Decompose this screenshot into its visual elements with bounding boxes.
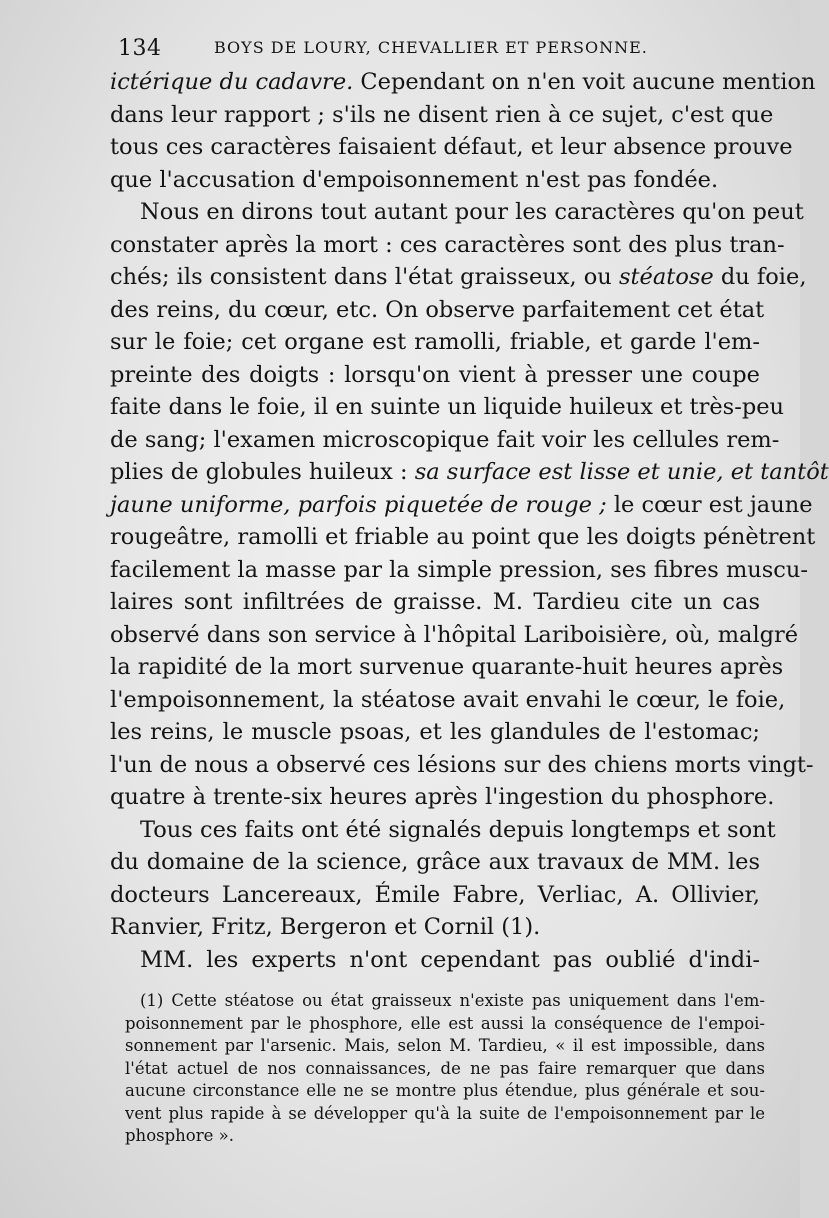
footnote <box>125 990 765 1148</box>
text-line: constater après la mort : ces caractères sont des plus tran- <box>110 231 785 258</box>
text-line: l'empoisonnement, la stéatose avait envahi le cœur, le foie, <box>110 686 786 713</box>
text-line: faite dans le foie, il en suinte un liquide huileux et très-peu <box>110 394 785 420</box>
text-line: des reins, du cœur, etc. On observe parfaitement cet état <box>110 296 765 323</box>
text-line: laires sont infiltrées de graisse. M. Tardieu cite un cas <box>110 589 760 615</box>
paragraph-start-line: Tous ces faits ont été signalés depuis longtemps et sont <box>140 816 776 843</box>
text-line: l'un de nous a observé ces lésions sur des chiens morts vingt- <box>110 751 814 778</box>
running-head: BOYS DE LOURY, CHEVALLIER ET PERSONNE. <box>214 38 648 57</box>
footnote-line: vent plus rapide à se développer qu'à la suite de l'empoisonnement par le <box>125 1103 765 1123</box>
italic-quote: sa surface est lisse et unie, et tantôt <box>414 459 829 485</box>
footnote-line: aucune circonstance elle ne se montre plus étendue, plus générale et sou- <box>125 1081 765 1100</box>
italic-term: stéatose <box>618 264 714 290</box>
italic-phrase: ictérique du cadavre. <box>110 69 354 95</box>
text-line: la rapidité de la mort survenue quarante-huit heures après <box>110 654 784 680</box>
text-fragment: le cœur est jaune <box>606 491 813 518</box>
text-fragment: chés; ils consistent dans l'état graisseux, ou <box>110 264 619 290</box>
text-line: preinte des doigts : lorsqu'on vient à presser une coupe <box>110 361 760 388</box>
text-line: facilement la masse par la simple pression, ses fibres muscu- <box>110 556 809 583</box>
text-line <box>110 456 829 489</box>
paragraph-start-line: Nous en dirons tout autant pour les caractères qu'on peut <box>140 199 804 225</box>
text-fragment: Cependant on n'en voit aucune mention <box>353 69 816 95</box>
text-line: que l'accusation d'empoisonnement n'est pas fondée. <box>110 166 719 193</box>
text-line: sur le foie; cet organe est ramolli, friable, et garde l'em- <box>110 329 760 355</box>
body-text <box>110 66 829 976</box>
text-fragment: du foie, <box>713 264 807 290</box>
text-line: tous ces caractères faisaient défaut, et leur absence prouve <box>110 134 793 160</box>
text-line <box>110 66 816 99</box>
footnote-line: (1) Cette stéatose ou état graisseux n'existe pas uniquement dans l'em- <box>140 991 765 1010</box>
text-line: du domaine de la science, grâce aux travaux de MM. les <box>110 849 760 875</box>
text-line: dans leur rapport ; s'ils ne disent rien à ce sujet, c'est que <box>110 101 774 128</box>
footnote-line: l'état actuel de nos connaissances, de ne pas faire remarquer que dans <box>125 1058 765 1078</box>
text-line: docteurs Lancereaux, Émile Fabre, Verliac, A. Ollivier, <box>110 881 760 908</box>
text-line: observé dans son service à l'hôpital Lariboisière, où, malgré <box>110 621 799 648</box>
footnote-line: sonnement par l'arsenic. Mais, selon M. Tardieu, « il est impossible, dans <box>125 1036 765 1055</box>
text-line <box>110 489 813 522</box>
text-fragment: plies de globules huileux : <box>110 459 415 485</box>
italic-quote: jaune uniforme, parfois piquetée de rouge ; <box>110 491 607 518</box>
text-line: de sang; l'examen microscopique fait voir les cellules rem- <box>110 426 780 453</box>
page-number: 134 <box>118 36 162 61</box>
text-line: les reins, le muscle psoas, et les glandules de l'estomac; <box>110 719 760 745</box>
text-line: rougeâtre, ramolli et friable au point que les doigts pénètrent <box>110 524 816 550</box>
footnote-line: poisonnement par le phosphore, elle est aussi la conséquence de l'empoi- <box>125 1013 765 1033</box>
paragraph-start-line: MM. les experts n'ont cependant pas oublié d'indi- <box>140 946 760 973</box>
text-line: Ranvier, Fritz, Bergeron et Cornil (1). <box>110 914 541 940</box>
footnote-line: phosphore ». <box>125 1126 234 1145</box>
page-header <box>118 36 758 60</box>
text-line <box>110 261 807 294</box>
text-line: quatre à trente-six heures après l'ingestion du phosphore. <box>110 784 775 810</box>
